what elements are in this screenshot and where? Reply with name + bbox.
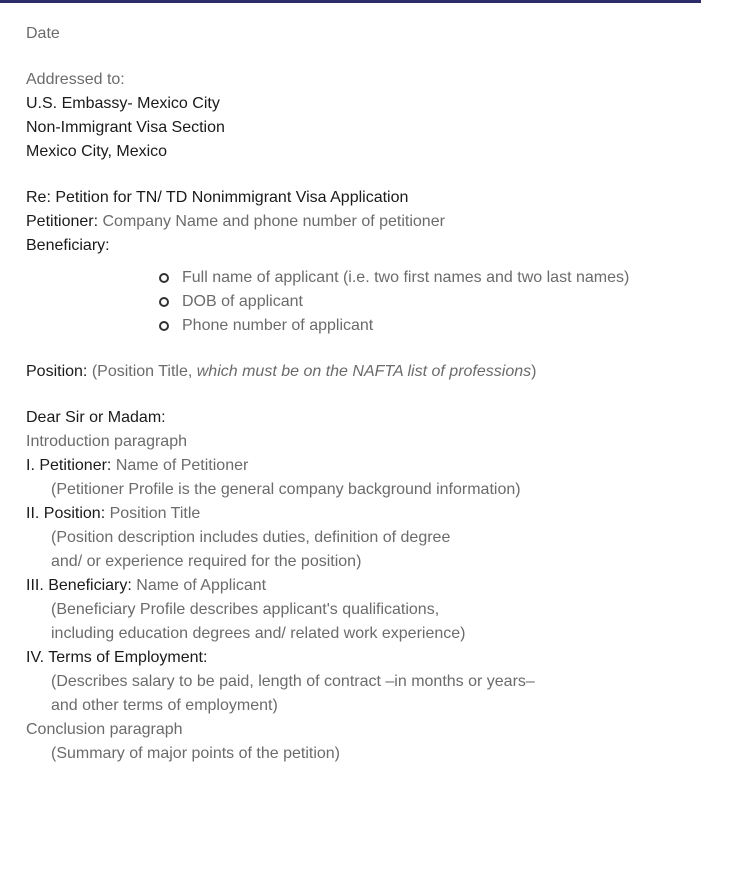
section-note: and other terms of employment) [51,697,278,714]
section-label: II. Position: [26,505,106,522]
section-value: Position Title [105,505,201,522]
conclusion-note: (Summary of major points of the petition) [51,745,341,762]
beneficiary-label: Beneficiary: [26,237,110,254]
section-terms [26,646,716,670]
section-beneficiary [26,574,716,598]
section-position [26,502,716,526]
salutation: Dear Sir or Madam: [26,409,166,426]
address-line: U.S. Embassy- Mexico City [26,95,220,112]
address-line: Non-Immigrant Visa Section [26,119,225,136]
bullet-circle-icon [159,297,169,307]
list-item [157,314,702,338]
address-line: Mexico City, Mexico [26,143,168,160]
re-line: Re: Petition for TN/ TD Nonimmigrant Visa Application [26,189,409,206]
section-note: (Position description includes duties, definition of degree [51,529,451,546]
position-open: (Position Title, [87,363,197,380]
section-label: I. Petitioner: [26,457,112,474]
list-item-text: Full name of applicant (i.e. two first names and two last names) [182,269,630,286]
list-item [157,290,702,314]
position-label: Position: [26,363,88,380]
bullet-circle-icon [159,273,169,283]
position-italic: which must be on the NAFTA list of professions [196,363,532,380]
petitioner-line [26,210,716,234]
position-line [26,360,716,384]
section-petitioner [26,454,716,478]
petitioner-value: Company Name and phone number of petitioner [98,213,445,230]
beneficiary-list [26,266,716,338]
section-label: III. Beneficiary: [26,577,132,594]
petitioner-label: Petitioner: [26,213,99,230]
section-note: (Describes salary to be paid, length of contract –in months or years– [51,673,535,690]
letter-template [26,22,716,766]
list-item-text: Phone number of applicant [182,317,374,334]
position-close: ) [531,363,537,380]
conclusion-line: Conclusion paragraph [26,721,183,738]
section-label: IV. Terms of Employment: [26,649,208,666]
list-item-text: DOB of applicant [182,293,303,310]
section-note: including education degrees and/ related work experience) [51,625,466,642]
section-note: (Petitioner Profile is the general company background information) [51,481,521,498]
list-item [157,266,702,290]
intro-line: Introduction paragraph [26,433,187,450]
section-note: and/ or experience required for the position) [51,553,362,570]
section-note: (Beneficiary Profile describes applicant's qualifications, [51,601,440,618]
date-line: Date [26,25,60,42]
section-value: Name of Applicant [131,577,267,594]
bullet-circle-icon [159,321,169,331]
top-divider [0,0,701,3]
addressed-to-label: Addressed to: [26,71,125,88]
section-value: Name of Petitioner [111,457,249,474]
